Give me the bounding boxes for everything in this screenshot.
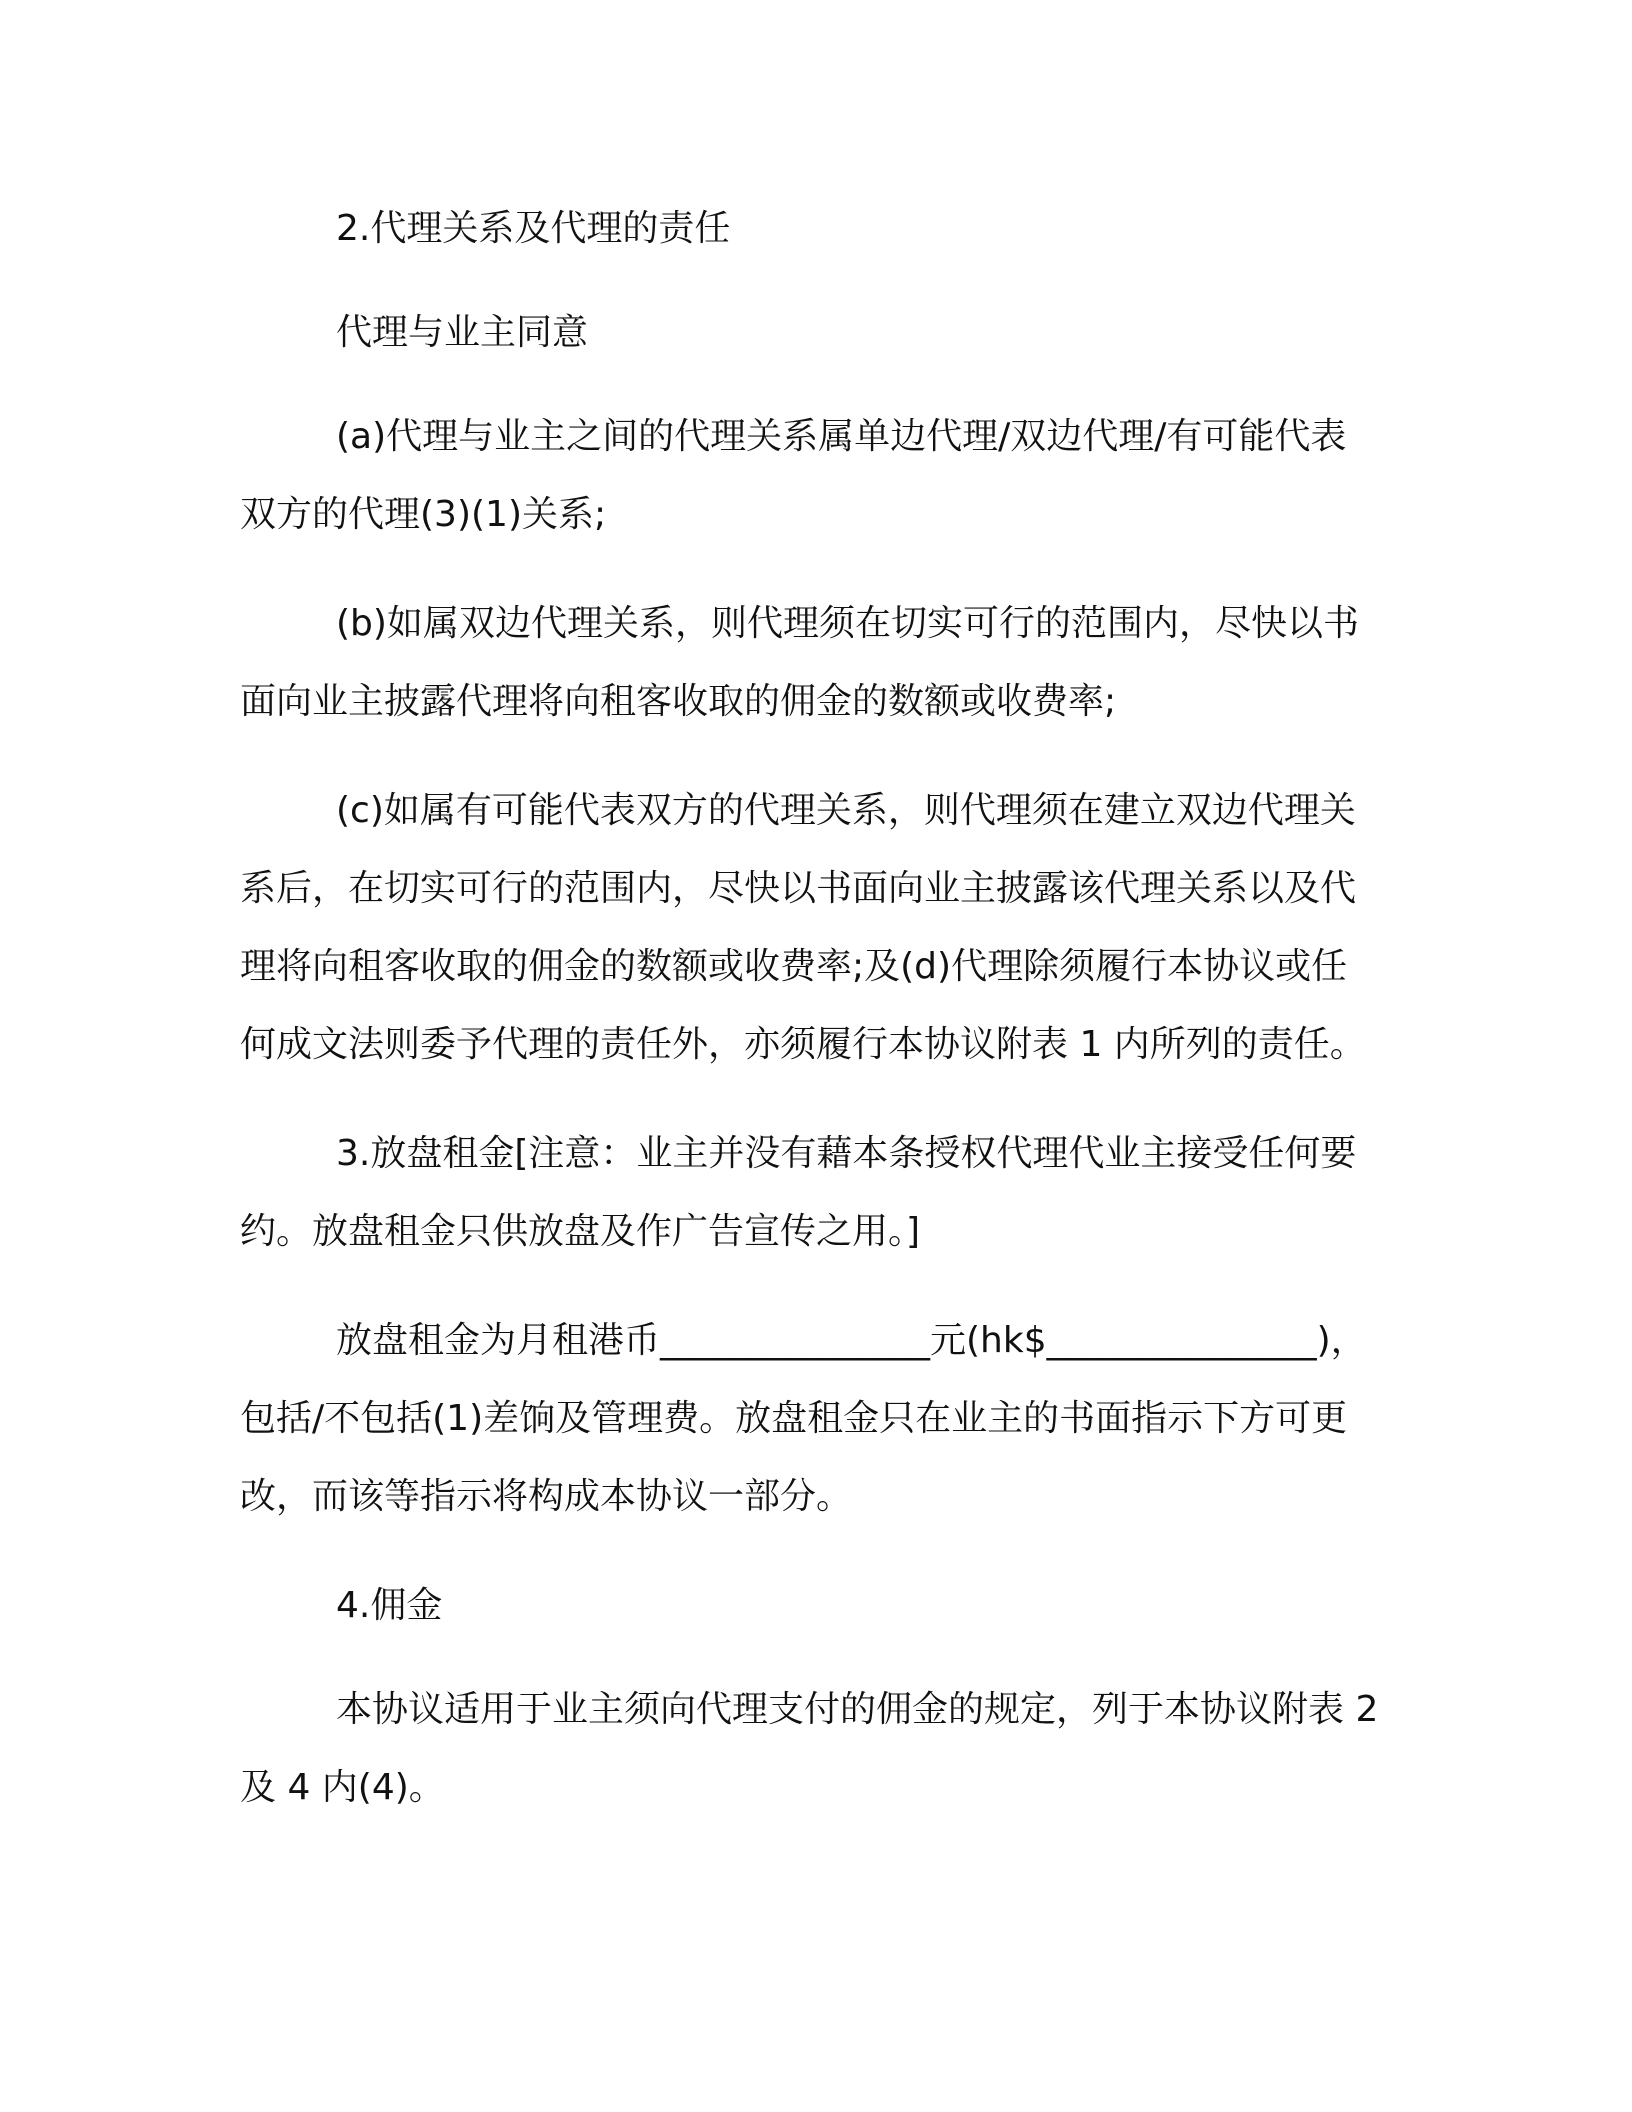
section-2-clause-c-d: (c)如属有可能代表双方的代理关系，则代理须在建立双边代理关系后，在切实可行的范围内，尽快以书面向业主披露该代理关系以及代理将向租客收取的佣金的数额或收费率;及(d)代理除须履行本协议或任何成文法则委予代理的责任外，亦须履行本协议附表 1 内所列的责任。 bbox=[240, 790, 1366, 1065]
section-2-clause-a: (a)代理与业主之间的代理关系属单边代理/双边代理/有可能代表双方的代理(3)(1)关系; bbox=[240, 416, 1347, 535]
section-2-intro: 代理与业主同意 bbox=[336, 312, 589, 353]
section-4-title: 4.佣金 bbox=[336, 1585, 443, 1626]
section-2-clause-b: (b)如属双边代理关系，则代理须在切实可行的范围内，尽快以书面向业主披露代理将向租客收取的佣金的数额或收费率; bbox=[240, 603, 1359, 722]
section-2-title: 2.代理关系及代理的责任 bbox=[336, 208, 731, 249]
section-4-body: 本协议适用于业主须向代理支付的佣金的规定，列于本协议附表 2 及 4 内(4)。 bbox=[240, 1689, 1379, 1808]
section-3-title: 3.放盘租金[注意：业主并没有藉本条授权代理代业主接受任何要约。放盘租金只供放盘及作广告宣传之用。] bbox=[240, 1133, 1357, 1252]
section-3-body: 放盘租金为月租港币_______________元(hk$_______________)，包括/不包括(1)差饷及管理费。放盘租金只在业主的书面指示下方可更改，而该等指示将构成本协议一部分。 bbox=[240, 1320, 1367, 1517]
document-body bbox=[240, 190, 1380, 1858]
